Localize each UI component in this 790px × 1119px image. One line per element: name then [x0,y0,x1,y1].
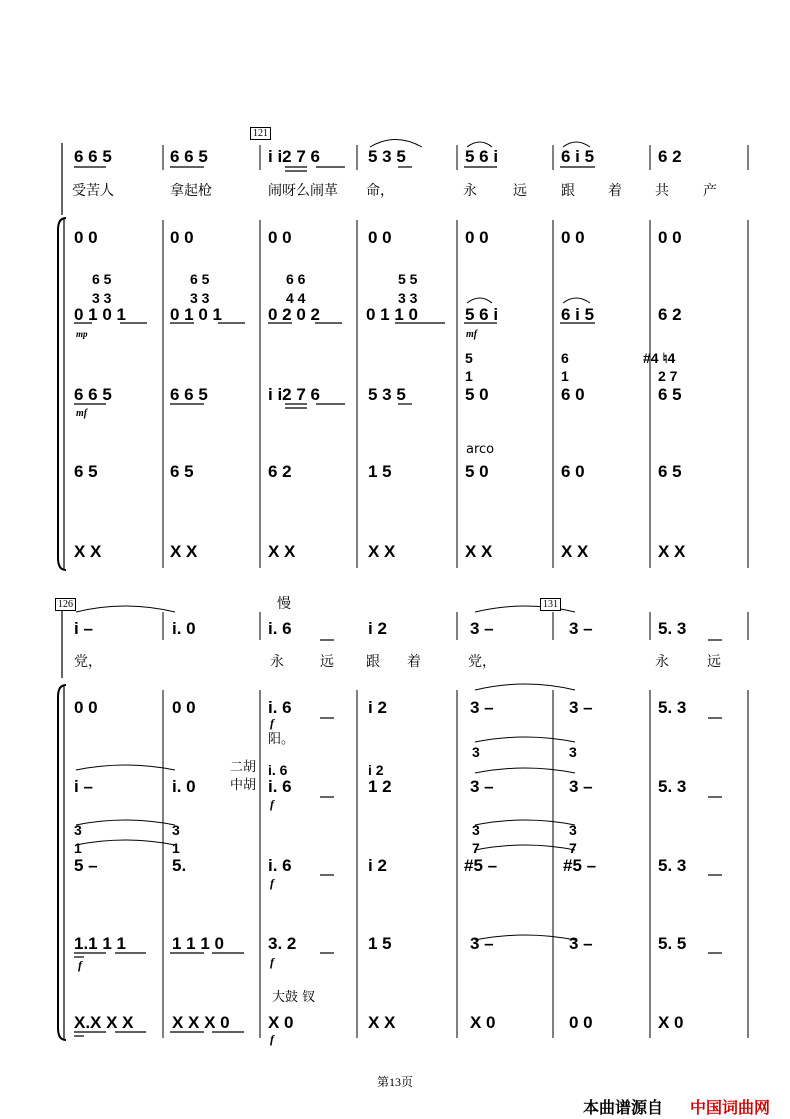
staff-measure: i. 0 [172,777,196,796]
staff-measure: i i2 7 6 [268,385,320,404]
chord-upper: 3 [472,822,480,838]
staff-measure: 5. 5 [658,934,687,953]
instrument-label-erhu: 二胡 [230,760,257,775]
staff-measure: 6 5 [658,462,682,481]
staff-measure: 0 1 0 1 [170,305,222,324]
vocal-measure: i. 6 [268,619,292,638]
staff-measure: 3 – [569,934,593,953]
vocal-measure: 5 6 i [465,147,499,166]
percussion-label: 大鼓 钗 [272,990,316,1005]
staff-measure: 5. 3 [658,856,687,875]
source-site-link[interactable]: 中国词曲网 [690,1098,771,1117]
staff-measure: 5 6 i [465,305,499,324]
staff-measure: 5 3 5 [368,385,406,404]
staff-measure: 0 1 0 1 [74,305,126,324]
lyric: 远 [707,654,721,670]
instrument-label-zhonghu: 中胡 [230,778,257,793]
lyric: 跟 [366,654,380,670]
staff-measure: 1.1 1 1 [74,934,126,953]
percussion-measure: X.X X X [74,1013,134,1032]
percussion-measure: X X [368,1013,396,1032]
staff-measure: 0 0 [268,228,292,247]
chord-mid: 3 3 [398,290,418,306]
percussion-measure: 0 0 [569,1013,593,1032]
staff-measure: 6 i 5 [561,305,595,324]
staff-measure: 0 2 0 2 [268,305,320,324]
chord-mid: 1 [465,368,473,384]
staff-measure: #5 – [464,856,498,875]
staff-measure: 0 0 [172,698,196,717]
vocal-measure: i – [74,619,93,638]
staff-measure: 3. 2 [268,934,297,953]
lyric: 产 [703,183,717,199]
percussion-measure: X X [465,542,493,561]
chord-upper: 3 [172,822,180,838]
vocal-measure: 6 i 5 [561,147,595,166]
chord-upper: 6 [561,350,569,366]
staff-measure: i. 6 [268,856,292,875]
staff-measure: 6 6 5 [74,385,112,404]
percussion-measure: X 0 [470,1013,496,1032]
staff-measure: 6 6 5 [170,385,208,404]
dynamic-mark: mf [466,329,478,340]
measure-number: 131 [540,598,561,611]
chord-mid: 4 4 [286,290,306,306]
lyric: 拿起枪 [170,183,212,199]
staff-text: 阳。 [268,732,295,747]
percussion-measure: X 0 [658,1013,684,1032]
staff-measure: 6 5 [74,462,98,481]
lyric: 着 [608,183,622,199]
staff-measure: i. 6 [268,777,292,796]
staff-measure: 5. [172,856,187,875]
chord-mid: 2 7 [658,368,678,384]
staff-measure: 6 5 [170,462,194,481]
staff-measure: 5 – [74,856,98,875]
staff-measure: 0 0 [170,228,194,247]
chord-upper: 3 [74,822,82,838]
staff-measure: 0 0 [74,228,98,247]
staff-measure: 0 0 [368,228,392,247]
chord-upper: 5 [465,350,473,366]
lyric: 受苦人 [72,183,114,199]
dynamic-mark: f [270,1032,274,1046]
lyric: 命， [366,183,394,199]
percussion-measure: X X [170,542,198,561]
lyric: 永 [463,183,477,199]
lyric: 永 [270,654,284,670]
percussion-measure: X 0 [268,1013,294,1032]
staff-measure: 0 0 [561,228,585,247]
lyric: 党， [468,654,496,670]
vocal-measure: 5. 3 [658,619,687,638]
source-prefix: 本曲谱源自 [583,1098,664,1117]
chord-upper: #4 ♮4 [643,350,676,366]
dynamic-mark: f [78,958,82,972]
chord-mid: 1 [561,368,569,384]
staff-measure: 3 – [569,777,593,796]
staff-measure: 5 0 [465,385,489,404]
percussion-measure: X X [74,542,102,561]
arco-marking: arco [466,442,495,457]
staff-measure: i – [74,777,93,796]
vocal-measure: 6 6 5 [74,147,112,166]
staff-measure: 0 0 [658,228,682,247]
staff-measure: 3 – [470,698,494,717]
chord-upper: 6 6 [286,271,306,287]
staff-measure: 6 0 [561,462,585,481]
percussion-measure: X X [268,542,296,561]
lyric: 共 [655,183,669,199]
staff-measure: 5. 3 [658,777,687,796]
measure-number: 121 [250,127,271,140]
staff-measure: 1 5 [368,934,392,953]
lyric: 跟 [561,183,575,199]
chord-mid: 7 [569,840,577,856]
lyric: 永 [655,654,669,670]
percussion-measure: X X X 0 [172,1013,230,1032]
vocal-measure: 6 6 5 [170,147,208,166]
chord-mid: 1 [74,840,82,856]
staff-measure: 5. 3 [658,698,687,717]
staff-measure: 6 2 [658,305,682,324]
vocal-measure: 6 2 [658,147,682,166]
staff-measure: 5 0 [465,462,489,481]
staff-measure: 0 0 [465,228,489,247]
staff-measure: 0 0 [74,698,98,717]
staff-measure: 1 1 1 0 [172,934,224,953]
dynamic-mark: mf [76,408,88,419]
chord-upper: 5 5 [398,271,418,287]
dynamic-mark: f [270,876,274,890]
staff-measure: 1 5 [368,462,392,481]
staff-measure: 1 2 [368,777,392,796]
staff-measure: i. 6 [268,698,292,717]
vocal-measure: i. 0 [172,619,196,638]
chord-mid: 3 3 [190,290,210,306]
chord-upper: 3 [569,744,577,760]
lyric: 党， [74,654,102,670]
chord-upper: 6 5 [92,271,112,287]
percussion-measure: X X [658,542,686,561]
staff-measure: 3 – [470,934,494,953]
staff-measure: 0 1 1 0 [366,305,418,324]
dynamic-mark: f [270,716,274,730]
staff-measure: #5 – [563,856,597,875]
page-number: 第13页 [376,1075,413,1089]
percussion-measure: X X [561,542,589,561]
measure-number: 126 [55,598,76,611]
chord-upper: 3 [472,744,480,760]
chord-upper: 3 [569,822,577,838]
lyric: 远 [513,183,527,199]
staff-measure: i 2 [368,856,387,875]
staff-measure: 6 0 [561,385,585,404]
vocal-measure: 3 – [470,619,494,638]
chord-upper: i 2 [368,762,384,778]
lyric: 闹呀么闹革 [268,183,338,199]
chord-upper: 6 5 [190,271,210,287]
chord-mid: 7 [472,840,480,856]
vocal-measure: i 2 [368,619,387,638]
vocal-measure: 5 3 5 [368,147,406,166]
dynamic-mark: mp [76,329,88,339]
dynamic-mark: f [270,797,274,811]
percussion-measure: X X [368,542,396,561]
vocal-measure: i i2 7 6 [268,147,320,166]
lyric: 着 [407,654,421,670]
staff-measure: 6 5 [658,385,682,404]
chord-upper: i. 6 [268,762,288,778]
vocal-measure: 3 – [569,619,593,638]
chord-mid: 3 3 [92,290,112,306]
staff-measure: 3 – [470,777,494,796]
staff-measure: 3 – [569,698,593,717]
staff-measure: i 2 [368,698,387,717]
tempo-marking: 慢 [277,596,291,612]
chord-mid: 1 [172,840,180,856]
staff-measure: 6 2 [268,462,292,481]
dynamic-mark: f [270,955,274,969]
lyric: 远 [320,654,334,670]
